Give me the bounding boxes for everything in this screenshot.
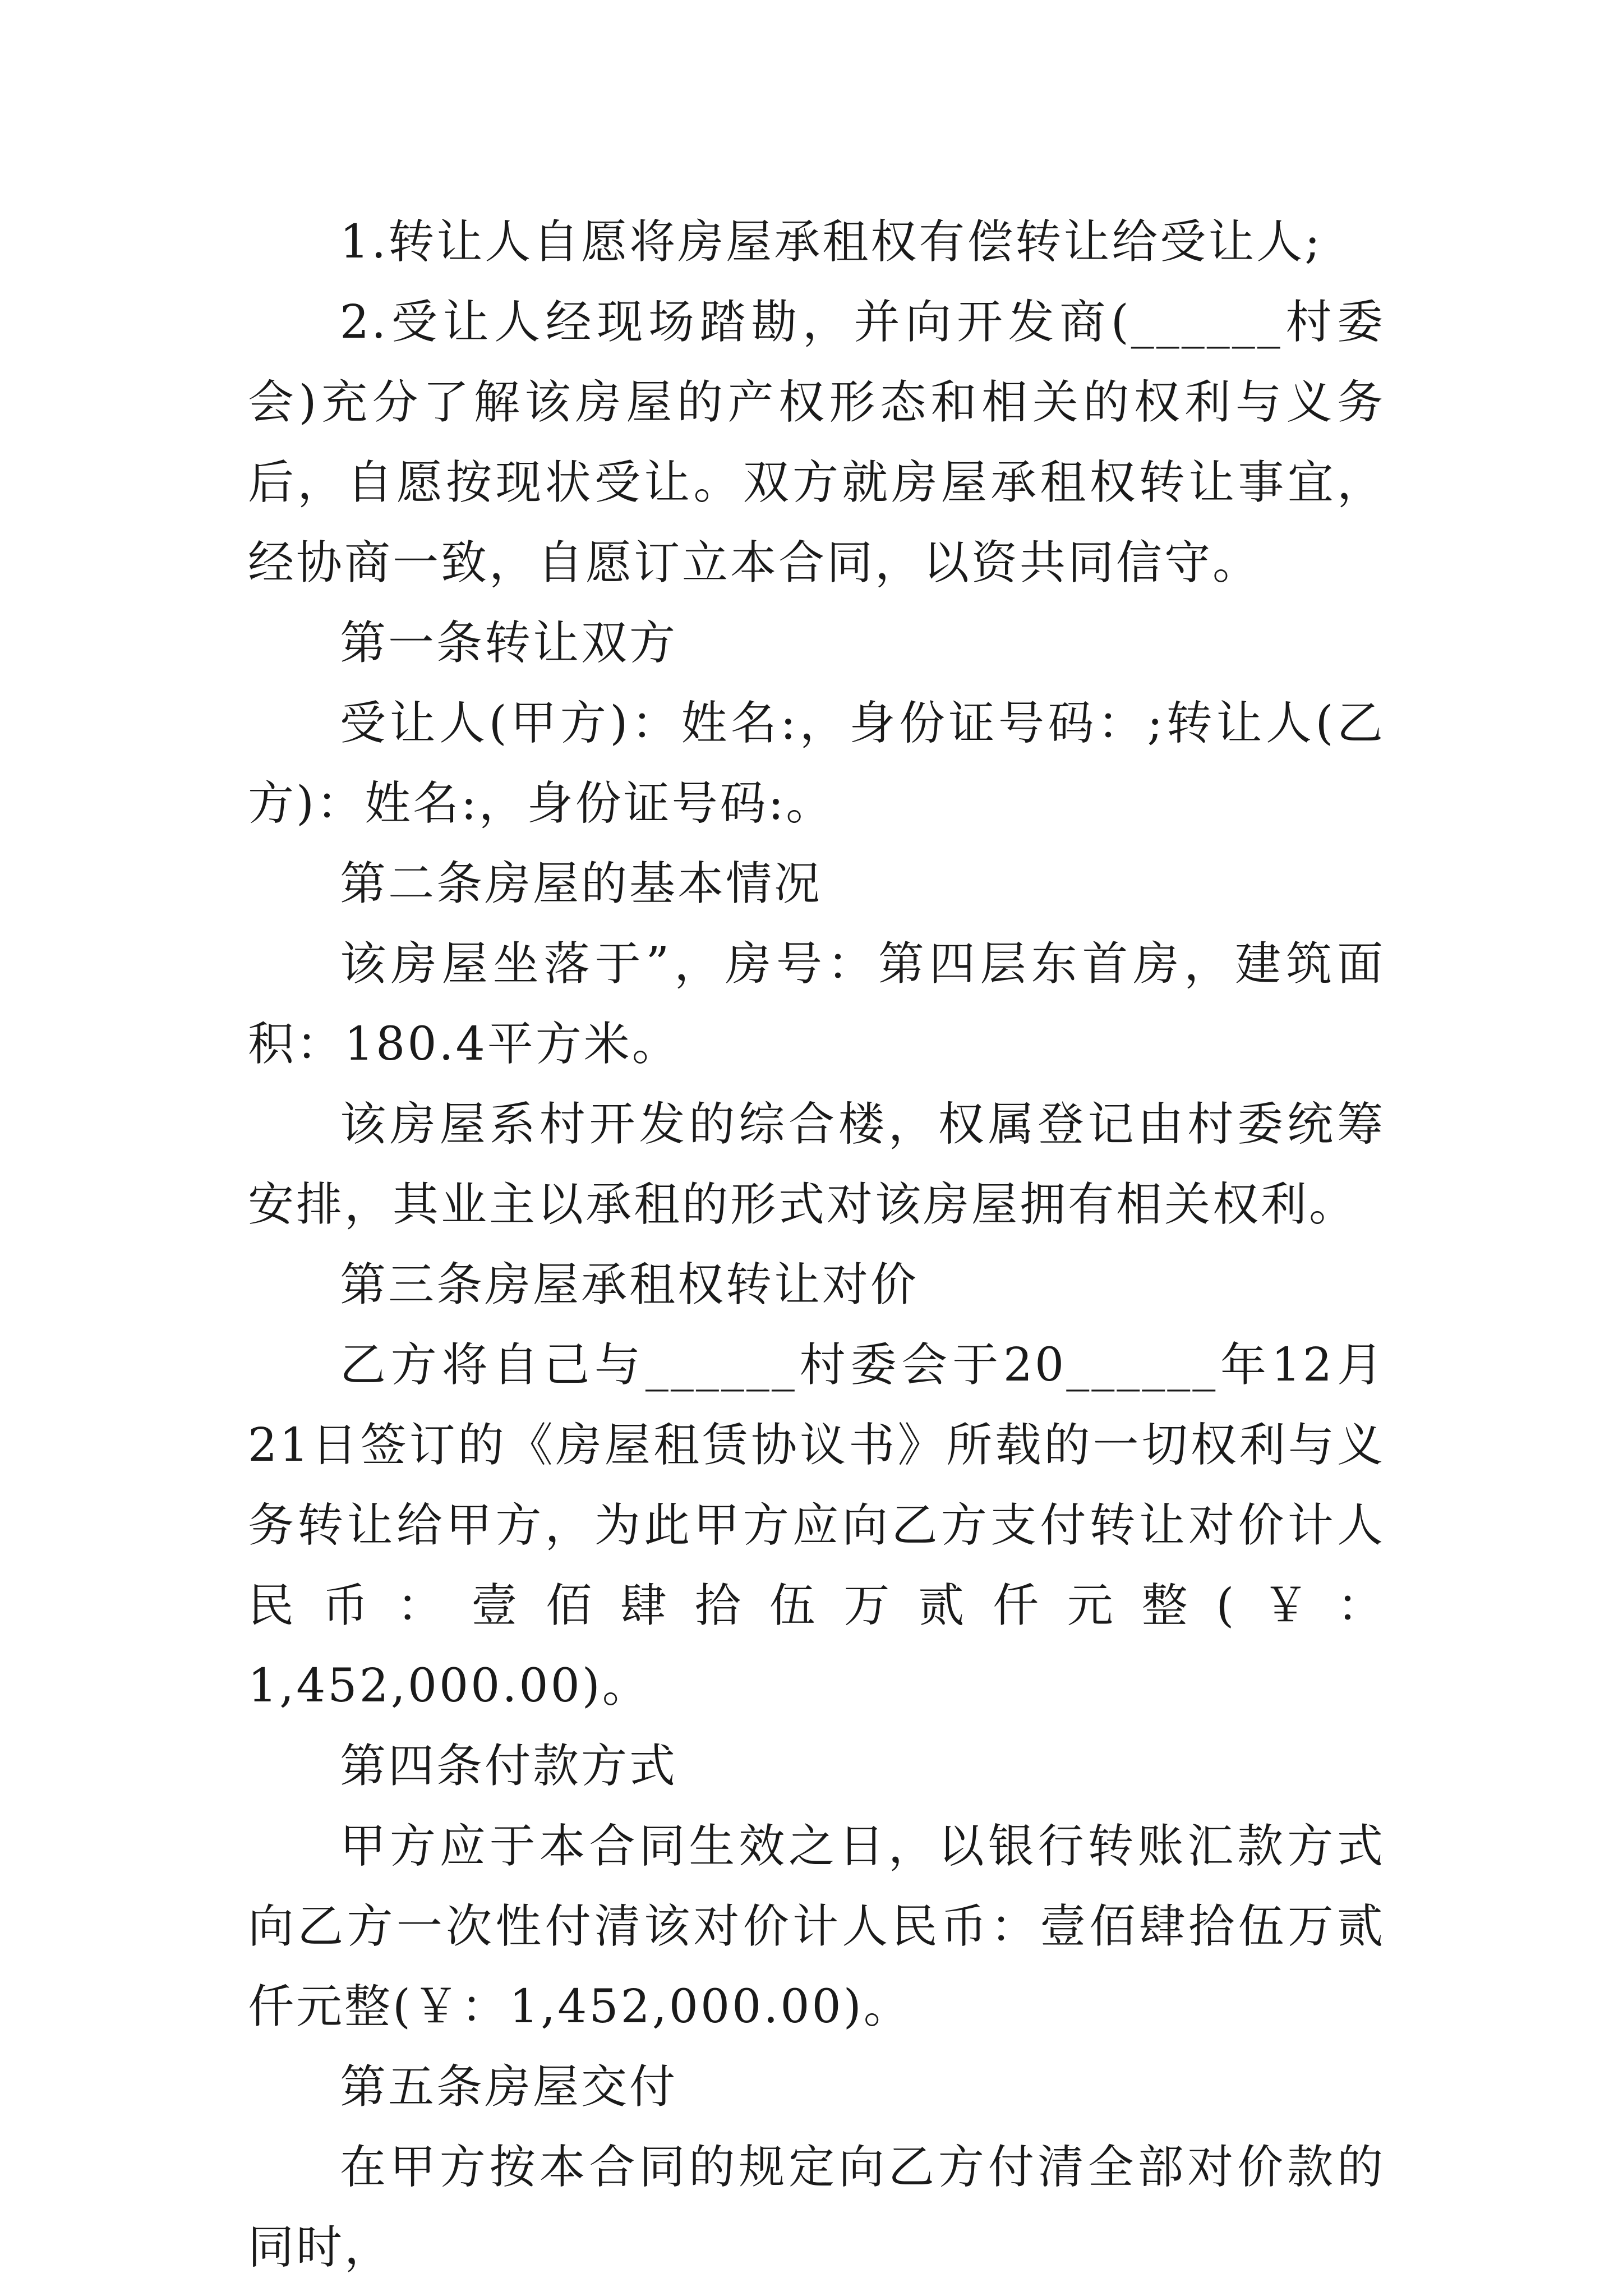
document-body (248, 202, 1385, 2288)
article-4-heading: 第四条付款方式 (340, 1740, 678, 1793)
article-3-text: 乙方将自己与______村委会于20______年12月21日签订的《房屋租赁协议书》所载的一切权利与义务转让给甲方，为此甲方应向乙方支付转让对价计人民币：壹佰肆拾伍万贰仟元整(￥：1,452,000.00)。 (248, 1338, 1385, 1713)
article-1-text: 受让人(甲方)：姓名:，身份证号码：;转让人(乙方)：姓名:，身份证号码:。 (248, 697, 1385, 830)
article-2-text-ownership: 该房屋系村开发的综合楼，权属登记由村委统筹安排，其业主以承租的形式对该房屋拥有相关权利。 (248, 1098, 1385, 1231)
article-5-text: 在甲方按本合同的规定向乙方付清全部对价款的同时， (248, 2141, 1385, 2274)
article-1-heading: 第一条转让双方 (340, 616, 678, 670)
article-2-text-location: 该房屋坐落于”，房号：第四层东首房，建筑面积：180.4平方米。 (248, 937, 1385, 1071)
article-3-heading: 第三条房屋承租权转让对价 (340, 1258, 919, 1312)
article-5-heading: 第五条房屋交付 (340, 2060, 678, 2114)
clause-intro-1: 1.转让人自愿将房屋承租权有偿转让给受让人; (340, 215, 1322, 269)
clause-intro-2: 2.受让人经现场踏勘，并向开发商(______村委会)充分了解该房屋的产权形态和相关的权利与义务后，自愿按现状受让。双方就房屋承租权转让事宜，经协商一致，自愿订立本合同，以资共同信守。 (248, 296, 1385, 590)
article-2-heading: 第二条房屋的基本情况 (340, 857, 823, 910)
article-4-text: 甲方应于本合同生效之日，以银行转账汇款方式向乙方一次性付清该对价计人民币：壹佰肆拾伍万贰仟元整(￥：1,452,000.00)。 (248, 1820, 1385, 2033)
